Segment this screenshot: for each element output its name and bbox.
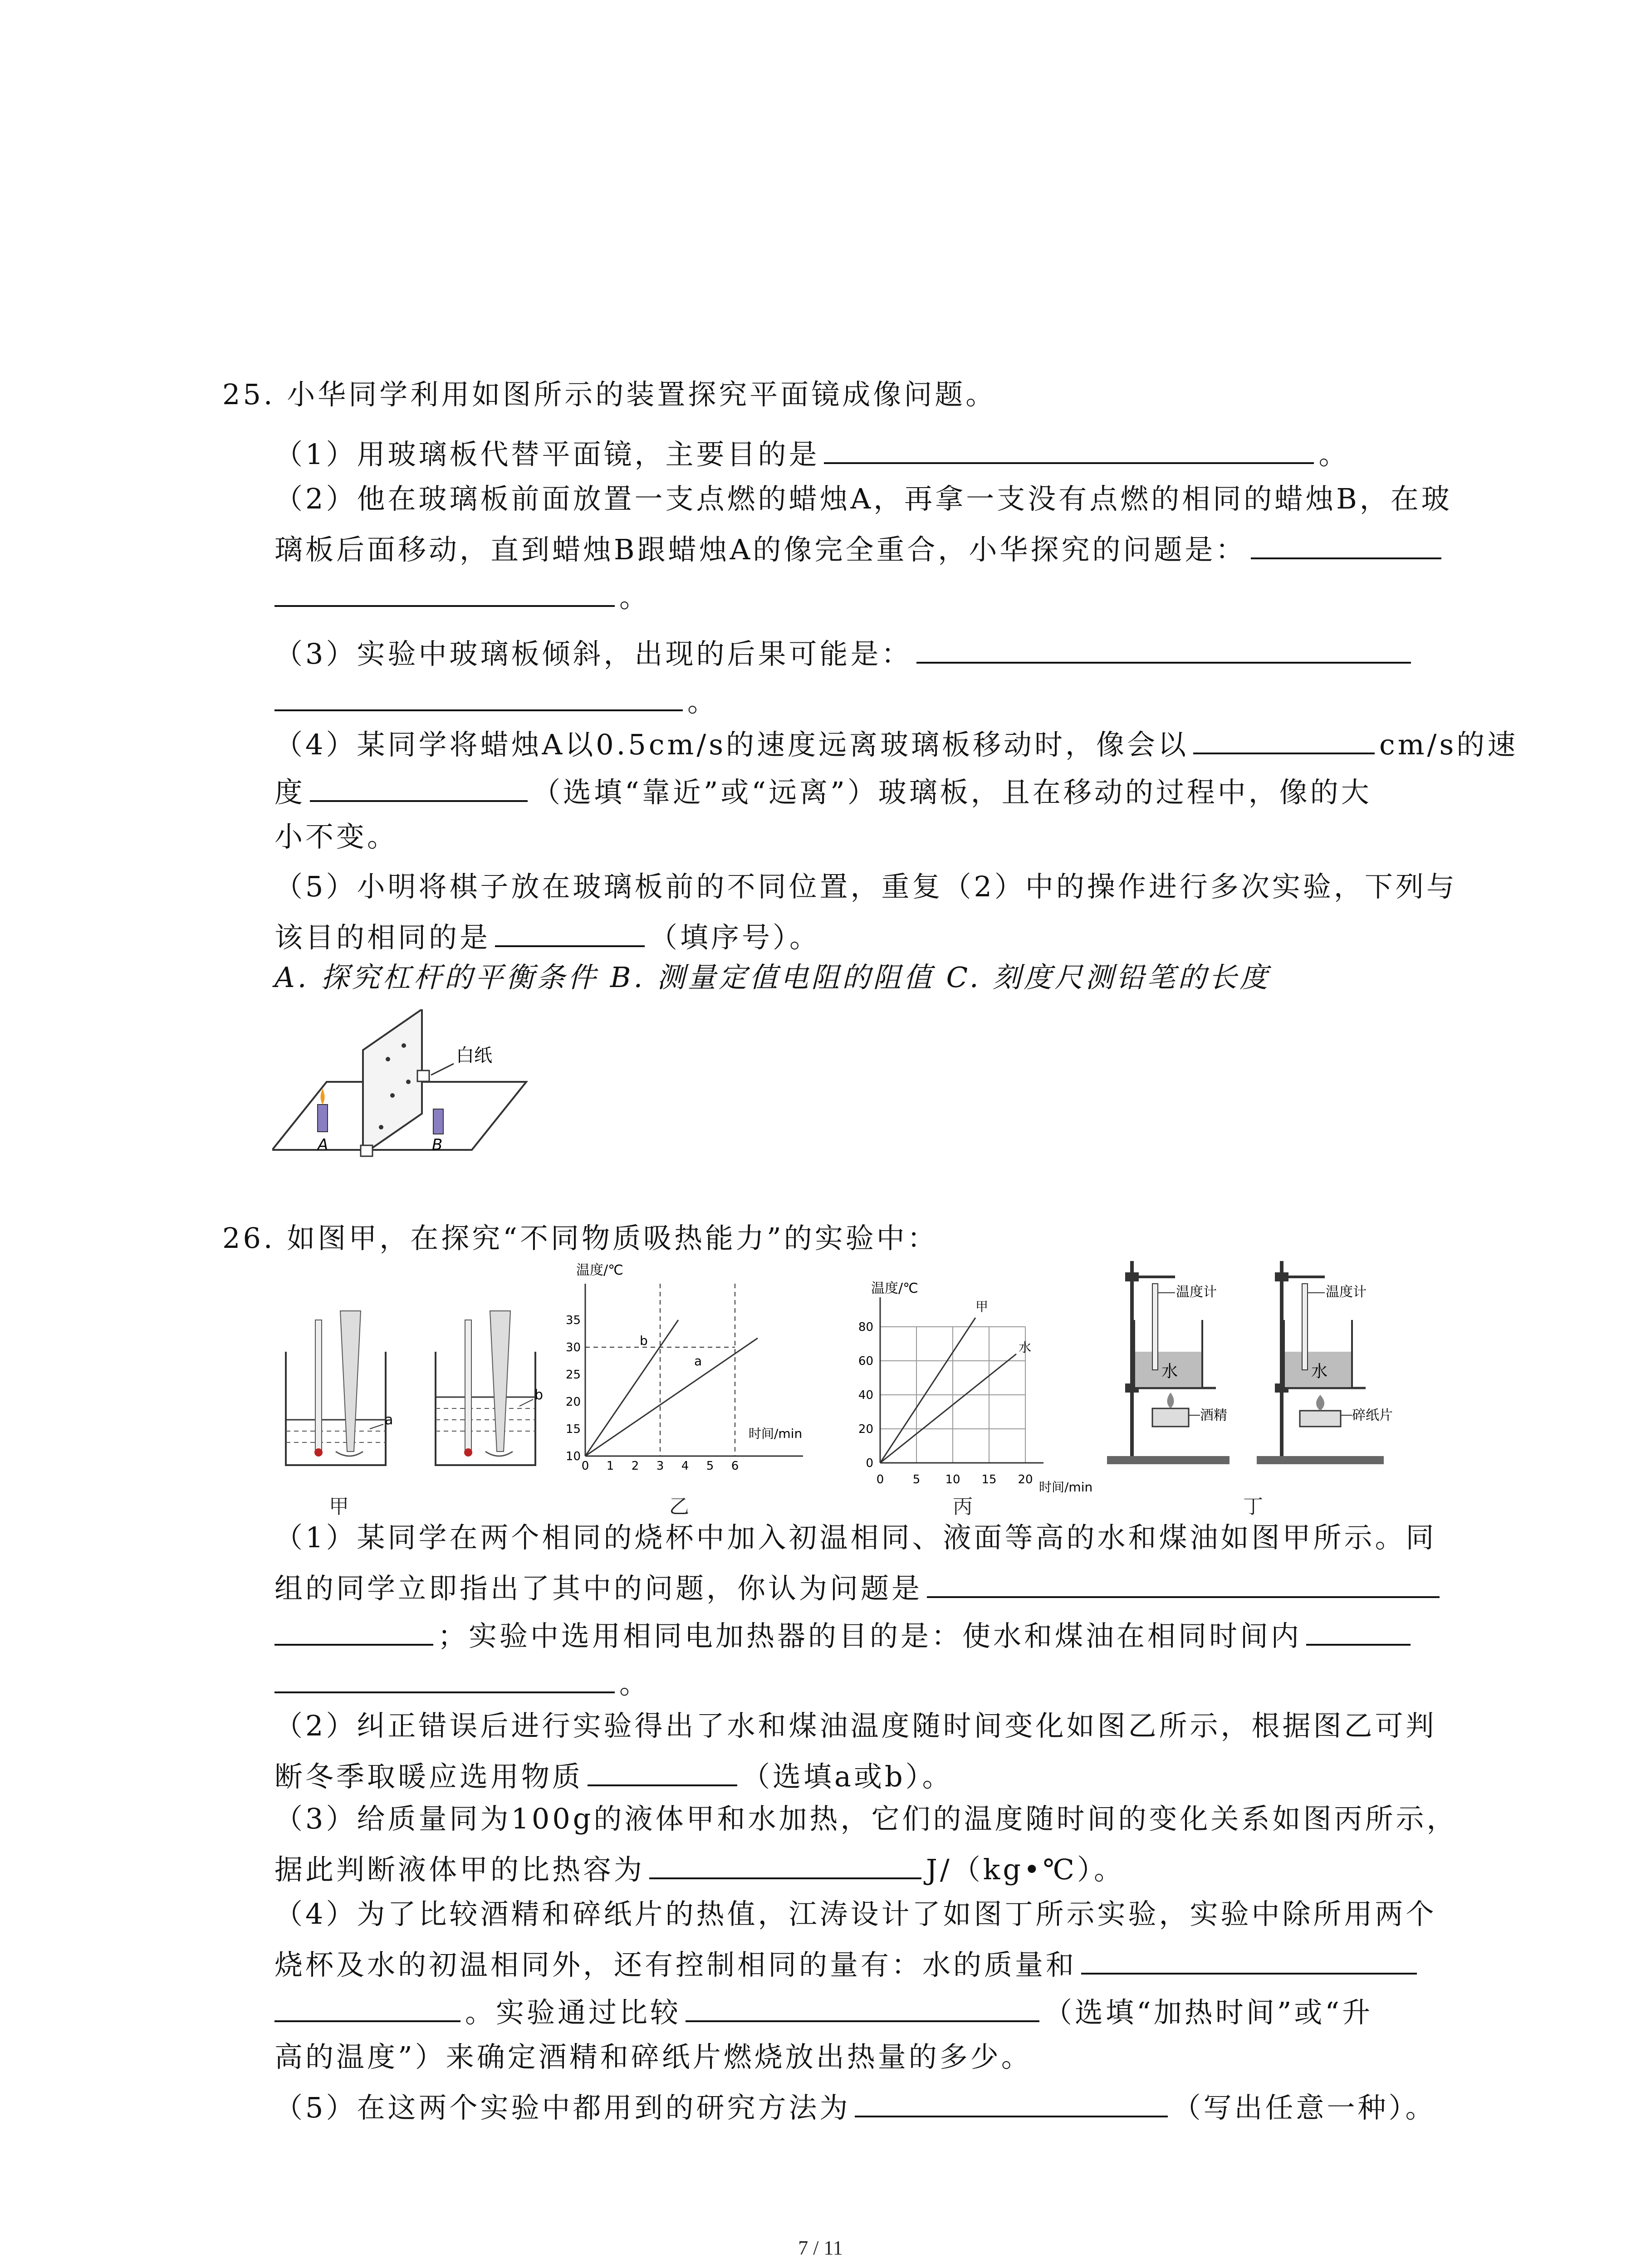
yi-ytick: 30 bbox=[565, 1341, 581, 1354]
bing-series-water bbox=[880, 1354, 1016, 1463]
q26-part1-line2 bbox=[274, 1567, 1444, 1607]
answer-blank[interactable] bbox=[588, 1755, 737, 1786]
paper-scraps-icon bbox=[1300, 1411, 1341, 1427]
yi-xtick: 1 bbox=[606, 1459, 614, 1473]
q26-part4-line1 bbox=[274, 1896, 1436, 1932]
bing-xtick: 0 bbox=[876, 1473, 884, 1486]
q25-title-text: 25. 小华同学利用如图所示的装置探究平面镜成像问题。 bbox=[222, 378, 997, 411]
bing-xtick: 15 bbox=[981, 1473, 997, 1486]
ding-water-label-2: 水 bbox=[1311, 1362, 1328, 1381]
ding-alcohol-label: 酒精 bbox=[1200, 1408, 1227, 1423]
answer-blank[interactable] bbox=[274, 1991, 460, 2022]
alcohol-burner-setup bbox=[1107, 1261, 1230, 1464]
yi-series-b bbox=[585, 1320, 678, 1456]
beaker-b bbox=[436, 1311, 543, 1465]
q25-p5b-text: （填序号）。 bbox=[649, 921, 821, 954]
yi-ytick: 15 bbox=[565, 1422, 581, 1436]
figure-ding-apparatus bbox=[1107, 1252, 1397, 1470]
yi-xlabel: 时间/min bbox=[749, 1426, 803, 1441]
q25-p1-text: （1）用玻璃板代替平面镜，主要目的是 bbox=[274, 438, 820, 471]
q26-part1-line3 bbox=[274, 1615, 1415, 1654]
electric-heater-icon bbox=[490, 1311, 510, 1452]
q25-part2-line2 bbox=[274, 528, 1446, 568]
q25-options bbox=[274, 959, 1270, 996]
candle-a-icon bbox=[318, 1105, 328, 1132]
paper-scraps-setup bbox=[1257, 1261, 1393, 1464]
q25-p4c-text: 小不变。 bbox=[274, 820, 398, 853]
candle-b-icon bbox=[433, 1109, 443, 1134]
white-paper-label: 白纸 bbox=[456, 1045, 492, 1066]
q25-p3-text: （3）实验中玻璃板倾斜，出现的后果可能是： bbox=[274, 637, 912, 670]
q26-part4-line2 bbox=[274, 1944, 1421, 1983]
answer-blank[interactable] bbox=[927, 1567, 1440, 1598]
ding-thermometer-label-2: 温度计 bbox=[1326, 1284, 1367, 1300]
ding-water-label-1: 水 bbox=[1161, 1362, 1178, 1381]
bing-xtick: 10 bbox=[945, 1473, 960, 1486]
thermometer-icon bbox=[465, 1320, 471, 1452]
yi-label-a: a bbox=[694, 1354, 702, 1369]
q26-part5 bbox=[274, 2087, 1436, 2126]
yi-xtick: 5 bbox=[706, 1459, 714, 1473]
ding-paper-label: 碎纸片 bbox=[1352, 1408, 1393, 1423]
bing-ytick: 80 bbox=[858, 1320, 873, 1334]
q26-p5-text: （写出任意一种）。 bbox=[1172, 2091, 1436, 2124]
yi-xtick: 6 bbox=[731, 1459, 739, 1473]
q25-p2a-text: （2）他在玻璃板前面放置一支点燃的蜡烛A，再拿一支没有点燃的相同的蜡烛B，在玻 bbox=[274, 482, 1452, 515]
q25-p5a-text: （5）小明将棋子放在玻璃板前的不同位置，重复（2）中的操作进行多次实验，下列与 bbox=[274, 870, 1457, 903]
caption-yi: 乙 bbox=[669, 1495, 689, 1518]
caption-bing: 丙 bbox=[953, 1495, 973, 1518]
bing-ylabel: 温度/℃ bbox=[871, 1281, 918, 1296]
alcohol-burner-icon bbox=[1152, 1408, 1189, 1427]
q26-part4-line4 bbox=[274, 2039, 1032, 2075]
q25-title bbox=[222, 376, 996, 413]
answer-blank[interactable] bbox=[649, 1848, 921, 1879]
q26-title bbox=[222, 1220, 938, 1256]
q26-p3b-text: J/（kg•℃）。 bbox=[926, 1853, 1125, 1886]
answer-blank[interactable] bbox=[274, 1615, 433, 1646]
q26-part2-line2 bbox=[274, 1755, 953, 1795]
q26-p3b-pre: 据此判断液体甲的比热容为 bbox=[274, 1853, 645, 1886]
q25-part4-line1 bbox=[274, 723, 1518, 763]
q25-p4b-pre: 度 bbox=[274, 776, 306, 809]
q26-title-text: 26. 如图甲，在探究“不同物质吸热能力”的实验中： bbox=[222, 1222, 938, 1255]
answer-blank[interactable] bbox=[686, 1991, 1039, 2022]
yi-xtick: 0 bbox=[581, 1459, 589, 1473]
bing-xtick: 20 bbox=[1018, 1473, 1033, 1486]
q25-p2-end: 。 bbox=[619, 581, 651, 614]
ding-thermometer-label-1: 温度计 bbox=[1176, 1284, 1217, 1300]
q26-p2b-pre: 断冬季取暖应选用物质 bbox=[274, 1760, 583, 1793]
q25-p5b-pre: 该目的相同的是 bbox=[274, 921, 491, 954]
candle-a-label: A bbox=[318, 1136, 328, 1154]
q26-p1-end: 。 bbox=[619, 1667, 651, 1700]
q25-p4a-text: （4）某同学将蜡烛A以0.5cm/s的速度远离玻璃板移动时，像会以 bbox=[274, 728, 1189, 761]
q26-p4c-text: （选填“加热时间”或“升 bbox=[1044, 1996, 1373, 2029]
answer-blank[interactable] bbox=[274, 680, 683, 711]
yi-ytick: 20 bbox=[565, 1395, 581, 1409]
q26-p1a-text: （1）某同学在两个相同的烧杯中加入初温相同、液面等高的水和煤油如图甲所示。同 bbox=[274, 1521, 1437, 1554]
caption-jia: 甲 bbox=[329, 1495, 349, 1518]
page-number: 7 / 11 bbox=[798, 2237, 843, 2259]
q25-part5-line2 bbox=[274, 916, 820, 956]
answer-blank[interactable] bbox=[274, 576, 615, 607]
q26-p4c-mid: 。实验通过比较 bbox=[465, 1996, 681, 2029]
q25-part3-line1 bbox=[274, 633, 1416, 672]
answer-blank[interactable] bbox=[1251, 528, 1441, 559]
thermometer-icon bbox=[1302, 1284, 1308, 1370]
q25-p4b-text: （选填“靠近”或“远离”）玻璃板，且在移动的过程中，像的大 bbox=[532, 776, 1372, 809]
q26-p4d-text: 高的温度”）来确定酒精和碎纸片燃烧放出热量的多少。 bbox=[274, 2040, 1032, 2073]
yi-xtick: 2 bbox=[631, 1459, 639, 1473]
q26-part3-line1 bbox=[274, 1801, 1457, 1837]
answer-blank[interactable] bbox=[824, 433, 1314, 464]
figure-bing-chart bbox=[844, 1279, 1116, 1474]
q25-part4-line3 bbox=[274, 819, 398, 855]
q25-part1 bbox=[274, 433, 1349, 473]
bing-xtick: 5 bbox=[912, 1473, 921, 1486]
plane-mirror-figure bbox=[272, 1009, 554, 1163]
answer-blank[interactable] bbox=[1081, 1944, 1417, 1975]
q25-part5-line1 bbox=[274, 869, 1457, 905]
q25-p1-end: 。 bbox=[1318, 438, 1350, 471]
figure-jia-beakers bbox=[281, 1306, 563, 1479]
q26-p4b-text: 烧杯及水的初温相同外，还有控制相同的量有：水的质量和 bbox=[274, 1948, 1077, 1981]
flame-icon bbox=[321, 1089, 325, 1105]
q25-p4a-unit: cm/s的速 bbox=[1379, 728, 1519, 761]
bing-xticks bbox=[876, 1470, 1130, 1492]
glass-plate bbox=[363, 1009, 422, 1154]
yi-label-b: b bbox=[640, 1333, 648, 1348]
q26-part1-line1 bbox=[274, 1520, 1436, 1556]
yi-series-a bbox=[585, 1338, 758, 1456]
answer-blank[interactable] bbox=[916, 633, 1411, 664]
thermometer-icon bbox=[315, 1320, 322, 1452]
bing-label-water: 水 bbox=[1019, 1340, 1032, 1355]
q25-options-text: A. 探究杠杆的平衡条件 B. 测量定值电阻的阻值 C. 刻度尺测铅笔的长度 bbox=[274, 961, 1271, 994]
q25-part2-line1 bbox=[274, 481, 1452, 517]
caption-ding: 丁 bbox=[1243, 1495, 1263, 1518]
bing-xlabel: 时间/min bbox=[1039, 1480, 1093, 1492]
bing-series-jia bbox=[880, 1318, 975, 1463]
q26-part2-line1 bbox=[274, 1708, 1436, 1744]
yi-xtick: 4 bbox=[681, 1459, 689, 1473]
q25-part4-line2 bbox=[274, 771, 1372, 811]
beaker-a bbox=[286, 1311, 393, 1465]
q26-part1-line4 bbox=[274, 1662, 650, 1702]
q26-p2b-text: （选填a或b）。 bbox=[742, 1760, 953, 1793]
q26-p1c-text: ；实验中选用相同电加热器的目的是：使水和煤油在相同时间内 bbox=[438, 1619, 1302, 1652]
q26-p5-pre: （5）在这两个实验中都用到的研究方法为 bbox=[274, 2091, 851, 2124]
candle-b-label: B bbox=[432, 1136, 443, 1154]
answer-blank[interactable] bbox=[1306, 1615, 1411, 1646]
beaker-a-label: a bbox=[385, 1412, 393, 1428]
bing-ytick: 40 bbox=[858, 1388, 873, 1402]
q25-part3-line2 bbox=[274, 680, 718, 720]
yi-ylabel: 温度/℃ bbox=[576, 1262, 623, 1278]
q26-p2a-text: （2）纠正错误后进行实验得出了水和煤油温度随时间变化如图乙所示，根据图乙可判 bbox=[274, 1709, 1437, 1742]
q25-p2b-text: 璃板后面移动，直到蜡烛B跟蜡烛A的像完全重合，小华探究的问题是： bbox=[274, 533, 1247, 566]
yi-xtick: 3 bbox=[656, 1459, 664, 1473]
bing-ytick: 0 bbox=[866, 1457, 873, 1470]
yi-ytick: 10 bbox=[565, 1450, 581, 1463]
q25-p3-end: 。 bbox=[687, 685, 719, 718]
beaker-b-label: b bbox=[534, 1387, 544, 1403]
answer-blank[interactable] bbox=[310, 771, 528, 802]
q26-p1b-text: 组的同学立即指出了其中的问题，你认为问题是 bbox=[274, 1572, 923, 1605]
bing-ytick: 60 bbox=[858, 1354, 873, 1368]
bing-label-jia: 甲 bbox=[975, 1299, 989, 1314]
q26-p3a-text: （3）给质量同为100g的液体甲和水加热，它们的温度随时间的变化关系如图丙所示， bbox=[274, 1802, 1458, 1835]
yi-ytick: 35 bbox=[565, 1314, 581, 1327]
electric-heater-icon bbox=[340, 1311, 361, 1452]
q26-part4-line3 bbox=[274, 1991, 1373, 2031]
q25-part2-line3 bbox=[274, 576, 650, 616]
yi-ytick: 25 bbox=[565, 1368, 581, 1382]
q26-p4a-text: （4）为了比较酒精和碎纸片的热值，江涛设计了如图丁所示实验，实验中除所用两个 bbox=[274, 1897, 1437, 1931]
answer-blank[interactable] bbox=[495, 916, 645, 947]
thermometer-icon bbox=[1152, 1284, 1158, 1370]
figure-yi-chart bbox=[558, 1256, 812, 1474]
q26-part3-line2 bbox=[274, 1848, 1125, 1888]
answer-blank[interactable] bbox=[855, 2087, 1168, 2117]
answer-blank[interactable] bbox=[274, 1662, 615, 1693]
answer-blank[interactable] bbox=[1193, 723, 1375, 754]
bing-ytick: 20 bbox=[858, 1422, 873, 1436]
